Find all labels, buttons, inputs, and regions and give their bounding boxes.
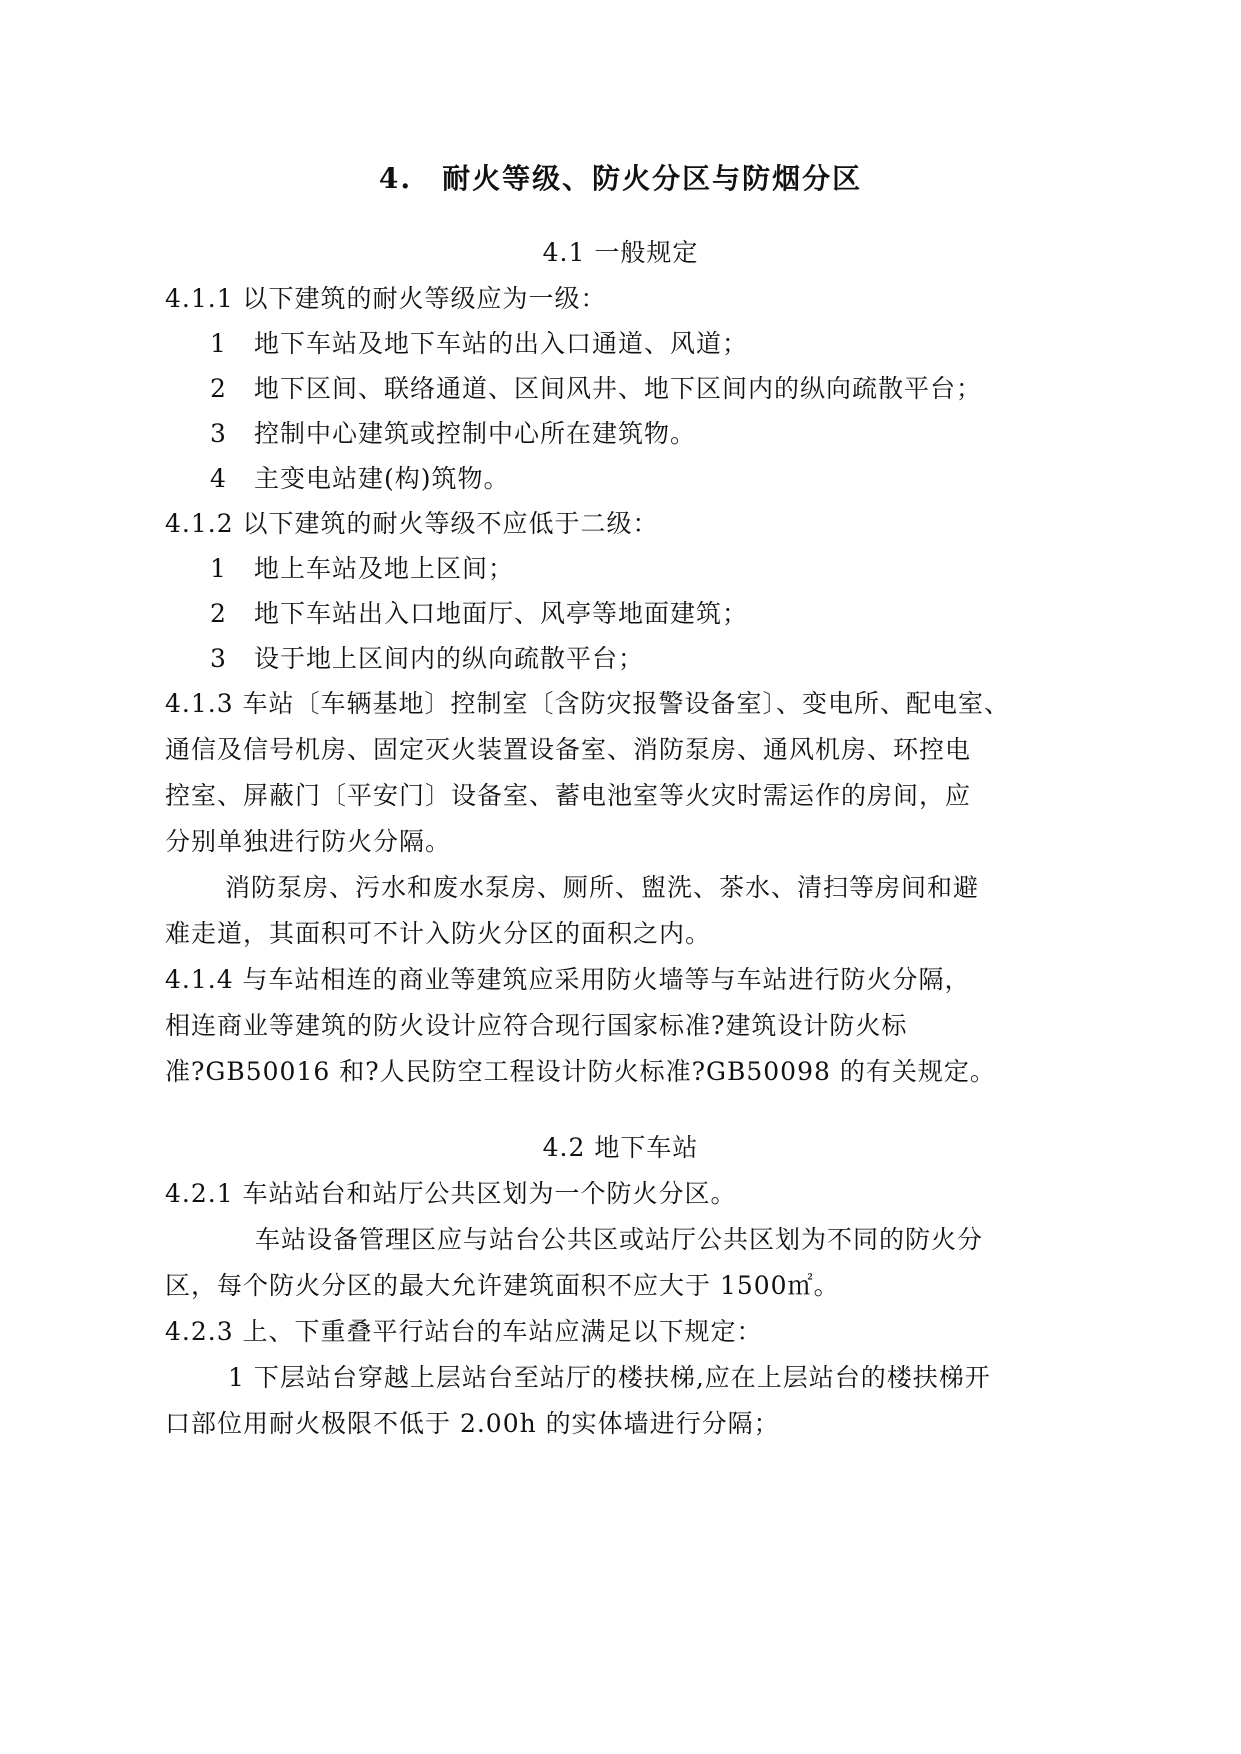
clause-4-2-1-para2-line: 区，每个防火分区的最大允许建筑面积不应大于 1500㎡。	[165, 1271, 840, 1300]
clause-4-1-3-line: 4.1.3 车站〔车辆基地〕控制室〔含防灾报警设备室〕、变电所、配电室、	[165, 689, 1011, 718]
item-text: 设于地上区间内的纵向疏散平台；	[254, 644, 645, 673]
clause-4-2-3-intro: 4.2.3 上、下重叠平行站台的车站应满足以下规定：	[165, 1317, 763, 1346]
item-text: 地下车站及地下车站的出入口通道、风道；	[254, 329, 749, 358]
list-item	[210, 462, 510, 496]
item-text: 地下区间、联络通道、区间风井、地下区间内的纵向疏散平台；	[254, 374, 983, 403]
item-number: 1	[210, 554, 227, 583]
clause-4-1-4-line: 准?GB50016 和?人民防空工程设计防火标准?GB50098 的有关规定。	[165, 1057, 996, 1086]
clause-4-1-1-intro: 4.1.1 以下建筑的耐火等级应为一级：	[165, 284, 607, 313]
list-item	[210, 642, 644, 676]
item-number: 1	[210, 329, 227, 358]
item-text: 控制中心建筑或控制中心所在建筑物。	[254, 419, 697, 448]
clause-4-1-3-line: 控室、屏蔽门〔平安门〕设备室、蓄电池室等火灾时需运作的房间，应	[165, 781, 972, 810]
item-text: 地下车站出入口地面厅、风亭等地面建筑；	[254, 599, 749, 628]
list-item	[210, 372, 982, 406]
clause-4-2-3-para1-line: 口部位用耐火极限不低于 2.00h 的实体墙进行分隔；	[165, 1409, 780, 1438]
list-item	[210, 327, 748, 361]
section-heading-4-2: 4.2 地下车站	[542, 1133, 699, 1162]
item-text: 地上车站及地上区间；	[254, 554, 515, 583]
item-number: 4	[210, 464, 227, 493]
clause-4-2-3-para1-line: 1 下层站台穿越上层站台至站厅的楼扶梯,应在上层站台的楼扶梯开	[228, 1363, 991, 1392]
list-item	[210, 417, 696, 451]
list-item	[210, 597, 748, 631]
clause-4-1-2-intro: 4.1.2 以下建筑的耐火等级不应低于二级：	[165, 509, 659, 538]
chapter-title: 4. 耐火等级、防火分区与防烟分区	[378, 162, 863, 195]
item-number: 3	[210, 419, 227, 448]
list-item	[210, 552, 514, 586]
clause-4-2-1-intro: 4.2.1 车站站台和站厅公共区划为一个防火分区。	[165, 1179, 737, 1208]
clause-4-1-3-line: 分别单独进行防火分隔。	[165, 827, 452, 856]
clause-4-2-1-para2-line: 车站设备管理区应与站台公共区或站厅公共区划为不同的防火分	[255, 1225, 984, 1254]
clause-4-1-3-para2-line: 难走道，其面积可不计入防火分区的面积之内。	[165, 919, 712, 948]
item-number: 2	[210, 599, 227, 628]
section-heading-4-1: 4.1 一般规定	[542, 238, 699, 267]
item-number: 3	[210, 644, 227, 673]
item-number: 2	[210, 374, 227, 403]
clause-4-1-3-para2-line: 消防泵房、污水和废水泵房、厕所、盥洗、茶水、清扫等房间和避	[225, 873, 980, 902]
item-text: 主变电站建(构)筑物。	[254, 464, 510, 493]
clause-4-1-4-line: 相连商业等建筑的防火设计应符合现行国家标准?建筑设计防火标	[165, 1011, 908, 1040]
clause-4-1-3-line: 通信及信号机房、固定灭火装置设备室、消防泵房、通风机房、环控电	[165, 735, 972, 764]
clause-4-1-4-line: 4.1.4 与车站相连的商业等建筑应采用防火墙等与车站进行防火分隔，	[165, 965, 971, 994]
